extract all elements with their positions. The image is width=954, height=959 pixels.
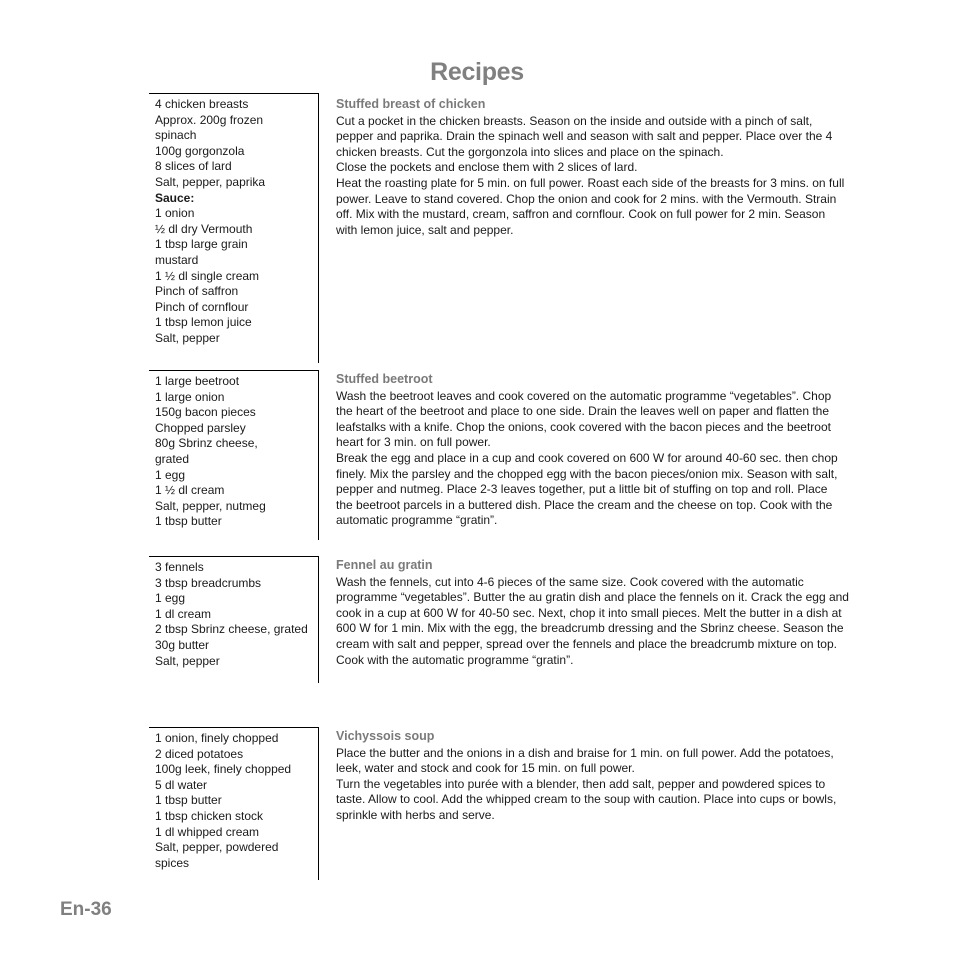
method-line: power. Leave to stand covered. Chop the onion and cook for 2 mins. with the Vermouth. Strain [336,191,837,206]
ingredient-item: Salt, pepper [155,330,220,345]
ingredient-item: Approx. 200g frozen [155,112,264,127]
method-line: pepper and paprika. Drain the spinach well and season with salt and pepper. Place over the 4 [336,129,833,144]
method-vichyssois [336,729,872,824]
method-line: Wash the fennels, cut into 4-6 pieces of the same size. Cook covered with the automatic [336,574,804,589]
ingredient-item: 100g leek, finely chopped [155,762,292,777]
recipe-title: Stuffed breast of chicken [336,97,486,111]
ingredient-item: spices [155,855,190,870]
ingredient-item: 1 egg [155,591,186,606]
method-line: Close the pockets and enclose them with 2 slices of lard. [336,160,638,175]
method-line: the heart of the beetroot and place to one side. Drain the leaves well on paper and flatten the [336,404,830,419]
ingredient-item: Salt, pepper, paprika [155,174,266,189]
ingredients-list-fennel [149,556,319,683]
ingredient-item: 30g butter [155,637,210,652]
ingredient-item: 2 tbsp Sbrinz cheese, grated [155,622,308,637]
ingredient-item: 1 dl cream [155,606,212,621]
method-line: off. Mix with the mustard, cream, saffron and cornflour. Cook on full power for 2 min. Season [336,207,826,222]
method-line: cream with salt and pepper, spread over the fennels and place the breadcrumb mixture on top. [336,636,837,651]
ingredient-item: Salt, pepper [155,653,220,668]
ingredient-item: 1 tbsp butter [155,514,222,529]
method-line: automatic programme “gratin”. [336,513,498,528]
ingredients-list-beetroot [149,370,319,540]
ingredient-item: Salt, pepper, powdered [155,840,279,855]
method-line: heart for 3 min. on full power. [336,435,491,450]
ingredient-item: 150g bacon pieces [155,405,256,420]
method-line: Heat the roasting plate for 5 min. on full power. Roast each side of the breasts for 3 mins. on full [336,175,845,190]
ingredient-item: 1 large beetroot [155,374,240,388]
ingredient-item: Salt, pepper, nutmeg [155,498,266,513]
method-line: Turn the vegetables into purée with a blender, then add salt, pepper and powdered spices to [336,776,826,791]
ingredient-item: Chopped parsley [155,420,246,435]
ingredient-item: 3 tbsp breadcrumbs [155,575,262,590]
recipe-title: Stuffed beetroot [336,372,433,386]
method-line: cook in a cup at 600 W for 40-50 sec. Next, chop it into small pieces. Melt the butter in a dish at [336,605,842,620]
recipe-title: Fennel au gratin [336,558,433,572]
method-line: with lemon juice, salt and pepper. [336,222,514,237]
ingredient-item: 1 dl whipped cream [155,824,260,839]
method-line: chicken breasts. Cut the gorgonzola into slices and place on the spinach. [336,144,724,159]
ingredient-item: 1 large onion [155,389,225,404]
method-beetroot [336,372,872,529]
method-line: Cook with the automatic programme “gratin”. [336,652,574,667]
ingredient-item: 1 ½ dl single cream [155,268,260,283]
method-line: taste. Allow to cool. Add the whipped cream to the soup with caution. Place into cups or bowls, [336,792,837,807]
sauce-heading: Sauce: [155,190,195,205]
ingredients-list-vichyssois [149,727,319,880]
ingredient-item: 1 tbsp large grain [155,237,248,252]
page-number: En-36 [60,899,112,920]
method-line: programme “vegetables”. Butter the au gratin dish and place the fennels on it. Crack the egg and [336,590,849,605]
ingredient-item: 1 tbsp lemon juice [155,315,252,330]
ingredient-item: 80g Sbrinz cheese, [155,436,258,451]
ingredient-item: 1 tbsp butter [155,793,222,808]
method-fennel [336,558,872,668]
method-line: finely. Mix the parsley and the chopped egg with the bacon pieces/onion mix. Season with salt, [336,466,838,481]
method-line: leek, water and stock and cook for 15 min. on full power. [336,761,635,776]
ingredient-item: 1 onion [155,206,195,221]
ingredient-item: 1 onion, finely chopped [155,731,279,745]
ingredient-item: ½ dl dry Vermouth [155,221,253,236]
ingredients-list-chicken [149,93,319,363]
ingredient-item: Pinch of cornflour [155,299,249,314]
ingredient-item: 2 diced potatoes [155,746,244,761]
ingredient-item: 1 ½ dl cream [155,483,225,498]
method-line: Break the egg and place in a cup and cook covered on 600 W for around 40-60 sec. then chop [336,450,838,465]
page-title: Recipes [430,58,524,86]
method-line: pepper and nutmeg. Place 2-3 leaves together, put a little bit of stuffing on top and roll. Place [336,482,828,497]
ingredient-item: 1 tbsp chicken stock [155,808,264,823]
ingredient-item: 3 fennels [155,560,204,574]
method-line: leafstalks with a knife. Chop the onions, cook covered with the bacon pieces and the beetroot [336,419,831,434]
ingredient-item: 5 dl water [155,777,208,792]
ingredient-item: Pinch of saffron [155,284,239,299]
ingredient-item: 100g gorgonzola [155,143,245,158]
method-line: Place the butter and the onions in a dish and braise for 1 min. on full power. Add the potatoes, [336,745,834,760]
ingredient-item: 1 egg [155,467,186,482]
method-line: Cut a pocket in the chicken breasts. Season on the inside and outside with a pinch of salt, [336,113,813,128]
ingredient-item: 4 chicken breasts [155,97,249,111]
ingredient-item: grated [155,451,190,466]
method-line: 600 W for 1 min. Mix with the egg, the breadcrumb dressing and the Sbrinz cheese. Season the [336,621,844,636]
ingredient-item: mustard [155,252,199,267]
method-line: sprinkle with herbs and serve. [336,807,495,822]
ingredient-item: spinach [155,128,197,143]
ingredient-item: 8 slices of lard [155,159,232,174]
method-line: the beetroot parcels in a buttered dish. Place the cream and the cheese on top. Cook with the [336,497,833,512]
method-chicken [336,97,872,238]
recipe-title: Vichyssois soup [336,729,435,743]
method-line: Wash the beetroot leaves and cook covered on the automatic programme “vegetables”. Chop [336,388,832,403]
